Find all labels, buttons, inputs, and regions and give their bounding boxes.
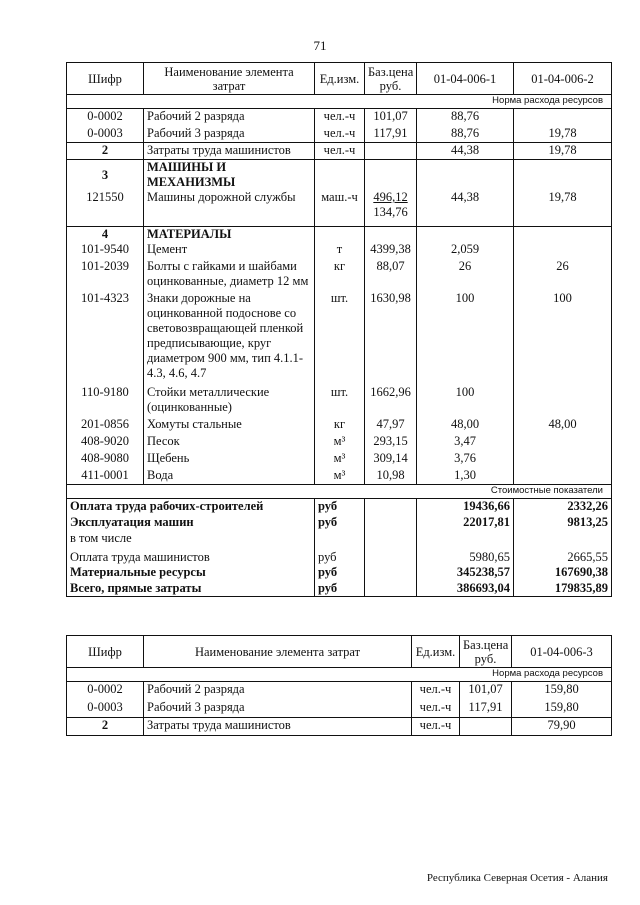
row-v2 [514, 385, 612, 417]
row-unit: м³ [315, 468, 365, 485]
page-number: 71 [313, 38, 327, 53]
row-name: Рабочий 2 разряда [144, 682, 412, 700]
cost-v2: 167690,38 [514, 565, 612, 581]
cost-row [67, 531, 612, 547]
cost-v2: 9813,25 [514, 515, 612, 531]
row-code: 0-0002 [67, 682, 144, 700]
section-code: 3 [67, 160, 144, 191]
cost-unit: руб [315, 515, 365, 531]
cost-caption: Стоимостные показатели [67, 485, 612, 499]
table-row [67, 126, 612, 143]
cost-unit: руб [315, 499, 365, 515]
row-v1: 100 [417, 385, 514, 417]
section-name: МАТЕРИАЛЫ [144, 226, 315, 242]
table-row [67, 718, 612, 736]
row-v2 [514, 468, 612, 485]
row-price: 10,98 [365, 468, 417, 485]
row-name: Затраты труда машинистов [144, 143, 315, 160]
table-row [67, 190, 612, 226]
cost-name: Всего, прямые затраты [67, 581, 315, 597]
cost-unit: руб [315, 581, 365, 597]
header-unit: Ед.изм. [412, 636, 460, 668]
row-unit: шт. [315, 385, 365, 417]
table-row [67, 700, 612, 718]
row-name: Хомуты стальные [144, 417, 315, 434]
row-code: 408-9080 [67, 451, 144, 468]
cost-v2: 179835,89 [514, 581, 612, 597]
table-header [67, 63, 612, 95]
cost-v1: 22017,81 [417, 515, 514, 531]
row-price: 1630,98 [365, 291, 417, 385]
row-v1: 3,76 [417, 451, 514, 468]
cost-v1: 19436,66 [417, 499, 514, 515]
row-unit: маш.-ч [315, 190, 365, 226]
cost-v1: 5980,65 [417, 547, 514, 565]
cost-row [67, 499, 612, 515]
row-price [365, 143, 417, 160]
row-v1: 48,00 [417, 417, 514, 434]
header-code: Шифр [67, 63, 144, 95]
row-code: 411-0001 [67, 468, 144, 485]
row-unit: чел.-ч [315, 143, 365, 160]
row-unit: чел.-ч [315, 126, 365, 143]
row-v2: 19,78 [514, 126, 612, 143]
norm-caption: Норма расхода ресурсов [67, 668, 612, 682]
cost-v1: 386693,04 [417, 581, 514, 597]
row-unit: шт. [315, 291, 365, 385]
header-unit: Ед.изм. [315, 63, 365, 95]
row-name: Вода [144, 468, 315, 485]
header-price: Баз.цена руб. [365, 63, 417, 95]
table-row [67, 468, 612, 485]
row-name: Рабочий 2 разряда [144, 109, 315, 126]
cost-name: Оплата труда рабочих-строителей [67, 499, 315, 515]
row-price: 101,07 [460, 682, 512, 700]
row-price [460, 718, 512, 736]
row-code: 0-0003 [67, 126, 144, 143]
row-v2 [514, 434, 612, 451]
row-name: Рабочий 3 разряда [144, 126, 315, 143]
row-v2: 26 [514, 259, 612, 291]
table-row [67, 242, 612, 259]
row-v1: 44,38 [417, 143, 514, 160]
table-row [67, 109, 612, 126]
row-code: 2 [67, 143, 144, 160]
row-name: Машины дорожной службы [144, 190, 315, 226]
row-v1: 1,30 [417, 468, 514, 485]
row-v1: 44,38 [417, 190, 514, 226]
header-name: Наименование элемента затрат [144, 636, 412, 668]
row-name: Цемент [144, 242, 315, 259]
row-name: Затраты труда машинистов [144, 718, 412, 736]
row-code: 101-2039 [67, 259, 144, 291]
row-code: 0-0003 [67, 700, 144, 718]
row-name: Знаки дорожные на оцинкованной подосновe со световозвращающей пленкой предписывающие, круг диаметром 900 мм, тип 4.1.1-4.3, 4.6, 4.7 [144, 291, 315, 385]
row-v1: 79,90 [512, 718, 612, 736]
row-price: 47,97 [365, 417, 417, 434]
cost-name: в том числе [67, 531, 315, 547]
row-v2 [514, 242, 612, 259]
row-name: Щебень [144, 451, 315, 468]
table-row [67, 417, 612, 434]
norm-caption: Норма расхода ресурсов [67, 95, 612, 109]
row-unit: кг [315, 417, 365, 434]
row-name: Рабочий 3 разряда [144, 700, 412, 718]
table-row [67, 259, 612, 291]
table-row [67, 434, 612, 451]
row-code: 201-0856 [67, 417, 144, 434]
row-price: 88,07 [365, 259, 417, 291]
cost-unit: руб [315, 547, 365, 565]
cost-row [67, 565, 612, 581]
row-v2 [514, 109, 612, 126]
row-code: 101-9540 [67, 242, 144, 259]
table-row [67, 291, 612, 385]
row-price: 1662,96 [365, 385, 417, 417]
row-code: 408-9020 [67, 434, 144, 451]
row-price: 309,14 [365, 451, 417, 468]
cost-row [67, 581, 612, 597]
row-price: 4399,38 [365, 242, 417, 259]
cost-v2: 2665,55 [514, 547, 612, 565]
row-name: Песок [144, 434, 315, 451]
row-v1: 2,059 [417, 242, 514, 259]
row-name: Болты с гайками и шайбами оцинкованные, диаметр 12 мм [144, 259, 315, 291]
row-unit: чел.-ч [412, 700, 460, 718]
section-row [67, 226, 612, 242]
row-v1: 88,76 [417, 126, 514, 143]
row-price: 117,91 [365, 126, 417, 143]
row-v2: 100 [514, 291, 612, 385]
header-col1: 01-04-006-1 [417, 63, 514, 95]
cost-row [67, 547, 612, 565]
section-row [67, 160, 612, 191]
resource-table-1 [66, 62, 612, 597]
row-v1: 3,47 [417, 434, 514, 451]
row-name: Стойки металлические (оцинкованные) [144, 385, 315, 417]
row-price: 496,12 [373, 190, 408, 204]
cost-unit: руб [315, 565, 365, 581]
row-unit: т [315, 242, 365, 259]
header-price: Баз.цена руб. [460, 636, 512, 668]
row-v1: 100 [417, 291, 514, 385]
section-code: 4 [67, 226, 144, 242]
row-code: 121550 [67, 190, 144, 226]
cost-name: Оплата труда машинистов [67, 547, 315, 565]
header-name: Наименование элемента затрат [144, 63, 315, 95]
table-header [67, 636, 612, 668]
row-v2: 19,78 [514, 190, 612, 226]
row-price: 293,15 [365, 434, 417, 451]
row-unit: чел.-ч [412, 718, 460, 736]
row-v2: 48,00 [514, 417, 612, 434]
row-unit: м³ [315, 451, 365, 468]
table-row [67, 385, 612, 417]
row-unit: м³ [315, 434, 365, 451]
row-price: 117,91 [460, 700, 512, 718]
footer-region: Республика Северная Осетия - Алания [426, 872, 608, 884]
row-code: 101-4323 [67, 291, 144, 385]
cost-name: Материальные ресурсы [67, 565, 315, 581]
row-v1: 159,80 [512, 682, 612, 700]
row-v2: 19,78 [514, 143, 612, 160]
row-unit: чел.-ч [315, 109, 365, 126]
table-row [67, 451, 612, 468]
cost-name: Эксплуатация машин [67, 515, 315, 531]
row-code: 2 [67, 718, 144, 736]
row-price-secondary: 134,76 [373, 205, 408, 219]
row-code: 110-9180 [67, 385, 144, 417]
section-name: МАШИНЫ И МЕХАНИЗМЫ [144, 160, 315, 191]
header-col1: 01-04-006-3 [512, 636, 612, 668]
row-v1: 26 [417, 259, 514, 291]
cost-row [67, 515, 612, 531]
row-v1: 159,80 [512, 700, 612, 718]
row-unit: кг [315, 259, 365, 291]
table-row [67, 143, 612, 160]
cost-v2: 2332,26 [514, 499, 612, 515]
row-price: 101,07 [365, 109, 417, 126]
row-code: 0-0002 [67, 109, 144, 126]
resource-table-2 [66, 635, 612, 736]
row-unit: чел.-ч [412, 682, 460, 700]
header-col2: 01-04-006-2 [514, 63, 612, 95]
cost-v1: 345238,57 [417, 565, 514, 581]
row-v1: 88,76 [417, 109, 514, 126]
table-row [67, 682, 612, 700]
row-v2 [514, 451, 612, 468]
header-code: Шифр [67, 636, 144, 668]
